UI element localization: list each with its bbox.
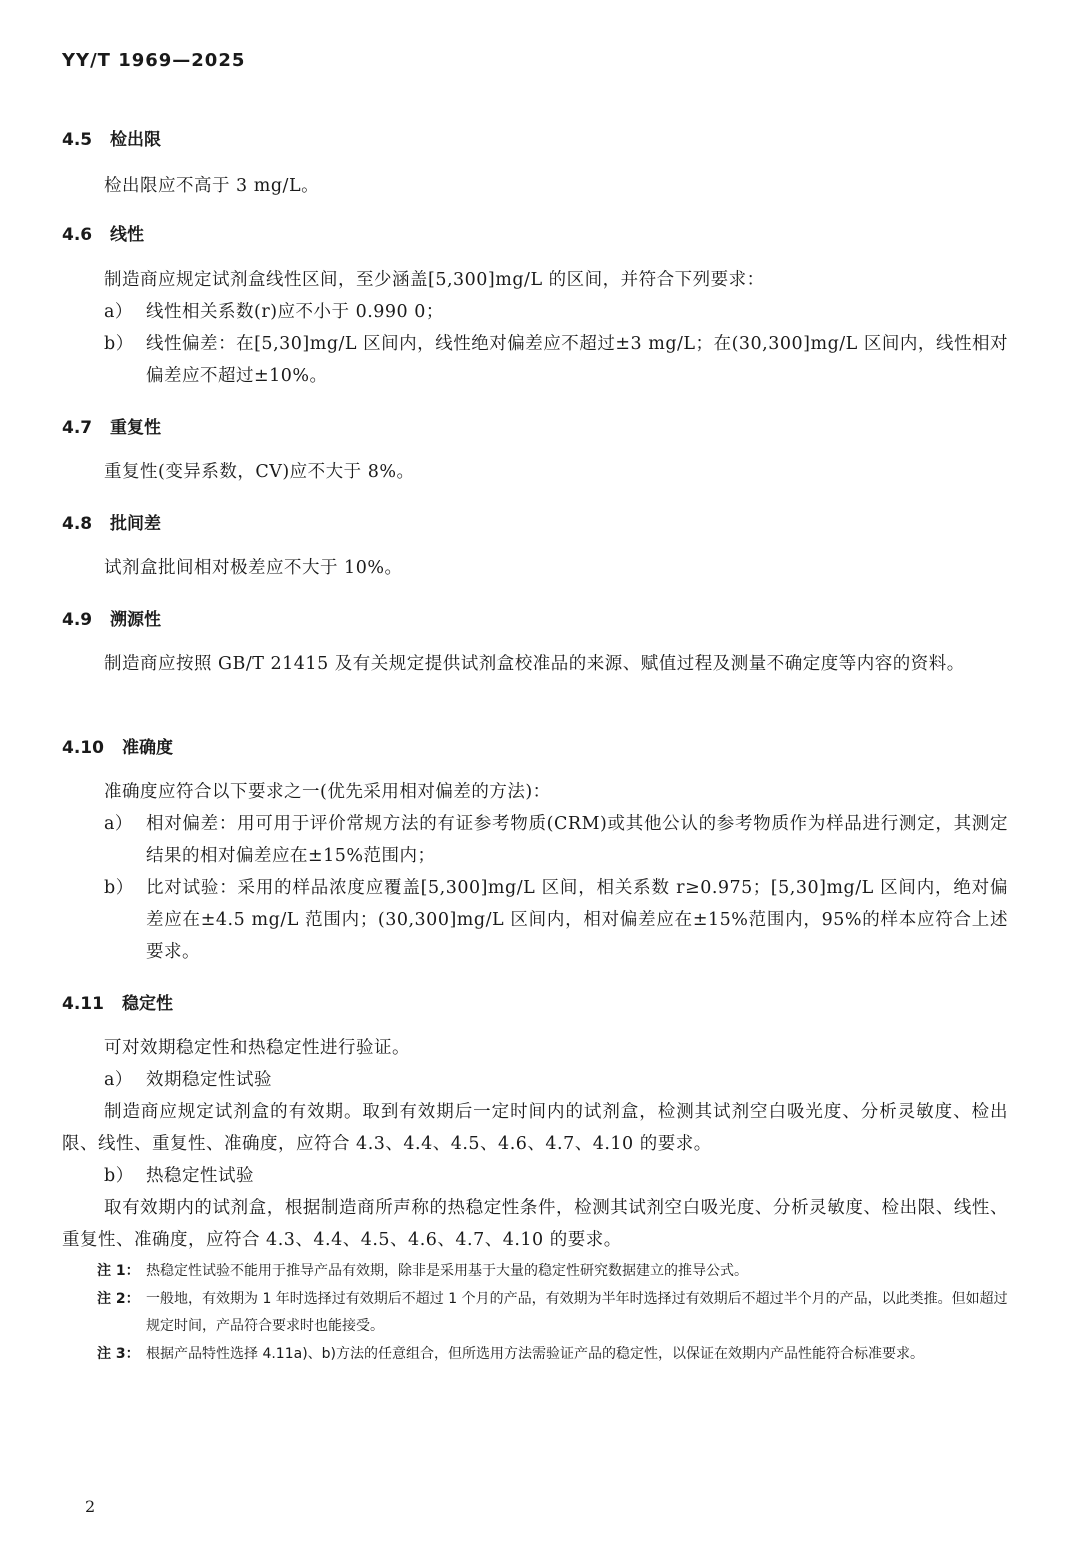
list-marker: b）	[104, 878, 134, 898]
list-item	[104, 1064, 1008, 1096]
list-marker: b）	[104, 1166, 134, 1186]
list-marker: a）	[104, 1070, 133, 1090]
paragraph: 制造商应规定试剂盒线性区间，至少涵盖[5,300]mg/L 的区间，并符合下列要求：	[104, 270, 765, 290]
standard-code: YY/T 1969—2025	[62, 50, 246, 71]
section-title: 重复性	[110, 418, 161, 438]
list-marker: a）	[104, 302, 133, 322]
section-title: 批间差	[110, 514, 161, 534]
note	[97, 1341, 1012, 1368]
list-item-text: 相对偏差：用可用于评价常规方法的有证参考物质(CRM)或其他公认的参考物质作为样品进行测定，其测定结果的相对偏差应在±15%范围内；	[146, 814, 1008, 866]
paragraph: 检出限应不高于 3 mg/L。	[104, 176, 320, 196]
list-item	[104, 296, 1008, 328]
note-marker: 注 2：	[97, 1291, 140, 1307]
page-number: 2	[85, 1497, 96, 1516]
section-number: 4.5	[62, 130, 93, 150]
section-heading-4-11	[62, 989, 173, 1014]
note	[97, 1258, 1012, 1285]
section-number: 4.11	[62, 994, 104, 1014]
section-heading-4-10	[62, 733, 173, 758]
list-item-text: 比对试验：采用的样品浓度应覆盖[5,300]mg/L 区间，相关系数 r≥0.975；[5,30]mg/L 区间内，绝对偏差应在±4.5 mg/L 范围内；(30,300]mg/L 区间内，相对偏差应在±15%范围内，95%的样本应符合上述要求。	[146, 878, 1008, 962]
section-title: 稳定性	[122, 994, 173, 1014]
note-text: 根据产品特性选择 4.11a)、b)方法的任意组合，但所选用方法需验证产品的稳定性，以保证在效期内产品性能符合标准要求。	[146, 1346, 925, 1362]
section-heading-4-7	[62, 413, 161, 438]
list-item-text: 线性相关系数(r)应不小于 0.990 0；	[146, 302, 444, 322]
section-heading-4-6	[62, 220, 144, 245]
section-title: 溯源性	[110, 610, 161, 630]
section-number: 4.7	[62, 418, 93, 438]
section-number: 4.6	[62, 225, 93, 245]
note	[97, 1286, 1012, 1340]
section-title: 准确度	[122, 738, 173, 758]
list-item	[104, 328, 1008, 392]
paragraph: 重复性(变异系数，CV)应不大于 8%。	[104, 462, 415, 482]
paragraph: 取有效期内的试剂盒，根据制造商所声称的热稳定性条件，检测其试剂空白吸光度、分析灵敏度、检出限、线性、重复性、准确度，应符合 4.3、4.4、4.5、4.6、4.7、4.10 的要求。	[62, 1198, 1008, 1250]
section-number: 4.8	[62, 514, 93, 534]
section-heading-4-8	[62, 509, 161, 534]
list-item	[104, 1160, 1008, 1192]
paragraph: 制造商应规定试剂盒的有效期。取到有效期后一定时间内的试剂盒，检测其试剂空白吸光度、分析灵敏度、检出限、线性、重复性、准确度，应符合 4.3、4.4、4.5、4.6、4.7、4.10 的要求。	[62, 1102, 1008, 1154]
note-marker: 注 3：	[97, 1346, 140, 1362]
paragraph: 可对效期稳定性和热稳定性进行验证。	[104, 1038, 410, 1058]
section-heading-4-5	[62, 125, 161, 150]
note-marker: 注 1：	[97, 1263, 140, 1279]
list-item-text: 效期稳定性试验	[146, 1070, 272, 1090]
note-text: 热稳定性试验不能用于推导产品有效期，除非是采用基于大量的稳定性研究数据建立的推导公式。	[146, 1263, 748, 1279]
paragraph: 准确度应符合以下要求之一(优先采用相对偏差的方法)：	[104, 782, 551, 802]
note-text: 一般地，有效期为 1 年时选择过有效期后不超过 1 个月的产品，有效期为半年时选择过有效期后不超过半个月的产品，以此类推。但如超过规定时间，产品符合要求时也能接受。	[146, 1291, 1008, 1334]
section-number: 4.9	[62, 610, 93, 630]
list-item	[104, 808, 1008, 872]
section-heading-4-9	[62, 605, 161, 630]
section-title: 线性	[110, 225, 144, 245]
section-number: 4.10	[62, 738, 104, 758]
list-marker: b）	[104, 334, 134, 354]
list-item-text: 线性偏差：在[5,30]mg/L 区间内，线性绝对偏差应不超过±3 mg/L；在(30,300]mg/L 区间内，线性相对偏差应不超过±10%。	[146, 334, 1008, 386]
list-item	[104, 872, 1008, 968]
section-title: 检出限	[110, 130, 161, 150]
list-marker: a）	[104, 814, 133, 834]
list-item-text: 热稳定性试验	[146, 1166, 254, 1186]
paragraph: 试剂盒批间相对极差应不大于 10%。	[104, 558, 403, 578]
paragraph: 制造商应按照 GB/T 21415 及有关规定提供试剂盒校准品的来源、赋值过程及测量不确定度等内容的资料。	[104, 654, 965, 674]
